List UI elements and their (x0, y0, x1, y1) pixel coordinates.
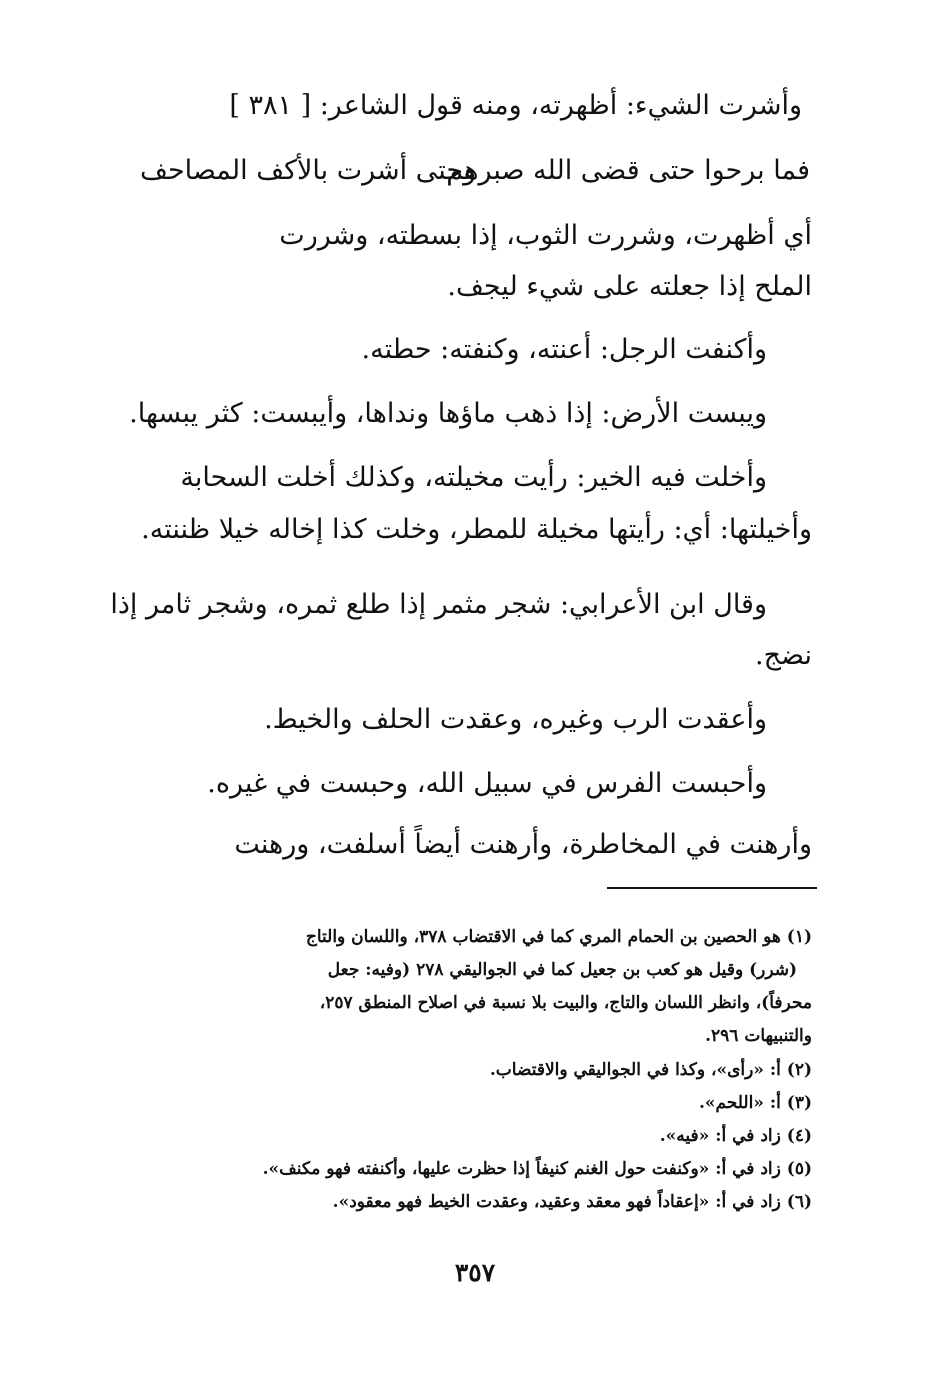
footnote-line: (٢) أ: «رأى»، وكذا في الجواليقي والاقتضاب. (489, 1060, 812, 1080)
body-line: ويبست الأرض: إذا ذهب ماؤها ونداها، وأيبست: كثر يبسها. (129, 398, 767, 429)
footnote-line: (٣) أ: «اللحم». (698, 1093, 812, 1113)
verse-first-hemistich: فما برحوا حتى قضى الله صبرهم (446, 155, 810, 186)
footnote-line: (شرر) وقيل هو كعب بن جعيل كما في الجواليقي ٢٧٨ (وفيه: جعل (327, 960, 797, 980)
body-line: وأرهنت في المخاطرة، وأرهنت أيضاً أسلفت، ورهنت (234, 829, 812, 860)
footnote-line: (٦) زاد في أ: «إعقاداً فهو معقد وعقيد، وعقدت الخيط فهو معقود». (332, 1192, 812, 1212)
poetry-verse (140, 151, 810, 191)
body-line: وأكنفت الرجل: أعنته، وكنفته: حطته. (361, 334, 767, 365)
body-line: وأشرت الشيء: أظهرته، ومنه قول الشاعر: [ ٣٨١ ] (229, 90, 802, 121)
body-line: وأخيلتها: أي: رأيتها مخيلة للمطر، وخلت كذا إخاله خيلا ظننته. (141, 514, 812, 545)
body-line: أي أظهرت، وشررت الثوب، إذا بسطته، وشررت (279, 220, 812, 251)
body-line: وقال ابن الأعرابي: شجر مثمر إذا طلع ثمره، وشجر ثامر إذا (110, 589, 767, 620)
page-number: ٣٥٧ (454, 1258, 496, 1287)
footnote-line: والتنبيهات ٢٩٦. (705, 1026, 812, 1046)
footnote-line: محرفاً)، وانظر اللسان والتاج، والبيت بلا نسبة في اصلاح المنطق ٢٥٧، (319, 993, 812, 1013)
body-line: وأخلت فيه الخير: رأيت مخيلته، وكذلك أخلت السحابة (180, 462, 767, 493)
verse-second-hemistich: وحتى أشرت بالأكف المصاحف (140, 155, 477, 186)
body-line: نضج. (755, 640, 812, 671)
footnote-line: (١) هو الحصين بن الحمام المري كما في الاقتضاب ٣٧٨، واللسان والتاج (305, 927, 812, 947)
footnote-separator (607, 887, 817, 889)
footnote-line: (٥) زاد في أ: «وكنفت حول الغنم كنيفاً إذا حظرت عليها، وأكنفته فهو مكنف». (262, 1159, 812, 1179)
body-line: وأعقدت الرب وغيره، وعقدت الحلف والخيط. (264, 704, 767, 735)
body-line: الملح إذا جعلته على شيء ليجف. (447, 271, 812, 302)
body-line: وأحبست الفرس في سبيل الله، وحبست في غيره. (207, 768, 767, 799)
footnote-line: (٤) زاد في أ: «فيه». (659, 1126, 812, 1146)
